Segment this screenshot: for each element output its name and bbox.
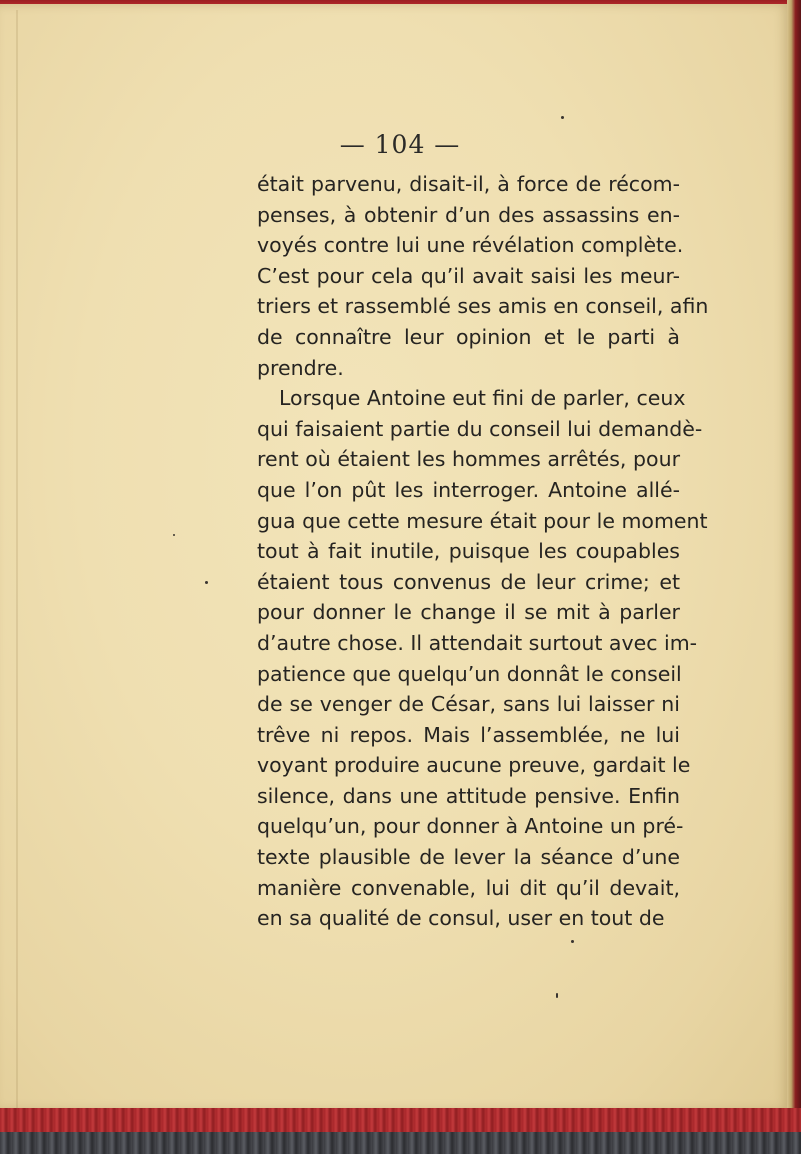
- body-text: [257, 169, 709, 934]
- text-line: texte plausible de lever la séance d’une: [257, 845, 680, 870]
- paper-speck: [205, 581, 208, 584]
- text-line: était parvenu, disait-il, à force de récom-: [257, 172, 680, 196]
- paper-speck: [561, 116, 564, 119]
- text-line: quelqu’un, pour donner à Antoine un pré-: [257, 814, 684, 839]
- book-spine-strip: [0, 1132, 801, 1154]
- text-line: qui faisaient partie du conseil lui demandè-: [257, 416, 703, 441]
- text-line: triers et rassemblé ses amis en conseil, afin: [257, 294, 709, 319]
- page-fold-line: [16, 10, 18, 1110]
- page-number: — 104 —: [339, 130, 461, 159]
- text-line: que l’on pût les interroger. Antoine allé-: [257, 477, 680, 502]
- text-line: voyant produire aucune preuve, gardait le: [257, 753, 691, 778]
- text-line: silence, dans une attitude pensive. Enfin: [257, 783, 680, 808]
- paper-speck: [556, 993, 558, 998]
- text-line: C’est pour cela qu’il avait saisi les meur-: [257, 263, 680, 288]
- text-line: rent où étaient les hommes arrêtés, pour: [257, 447, 680, 472]
- text-line: penses, à obtenir d’un des assassins en-: [257, 202, 680, 227]
- text-line: d’autre chose. Il attendait surtout avec im-: [257, 630, 698, 655]
- text-line: trêve ni repos. Mais l’assemblée, ne lui: [257, 722, 680, 747]
- paper-speck: [173, 534, 175, 536]
- text-line: Lorsque Antoine eut fini de parler, ceux: [279, 386, 686, 411]
- text-line: gua que cette mesure était pour le moment: [257, 508, 708, 533]
- text-line: de connaître leur opinion et le parti à: [257, 324, 680, 349]
- text-line: tout à fait inutile, puisque les coupables: [257, 539, 680, 564]
- text-line: manière convenable, lui dit qu’il devait,: [257, 875, 680, 900]
- text-line: étaient tous convenus de leur crime; et: [257, 569, 680, 594]
- text-line: prendre.: [257, 355, 344, 380]
- paper-speck: [571, 940, 574, 943]
- text-line: de se venger de César, sans lui laisser ni: [257, 692, 680, 717]
- text-line: patience que quelqu’un donnât le conseil: [257, 661, 682, 686]
- text-line: pour donner le change il se mit à parler: [257, 600, 680, 625]
- book-right-edge: [787, 0, 801, 1154]
- text-line: voyés contre lui une révélation complète.: [257, 233, 684, 258]
- text-line: en sa qualité de consul, user en tout de: [257, 906, 665, 931]
